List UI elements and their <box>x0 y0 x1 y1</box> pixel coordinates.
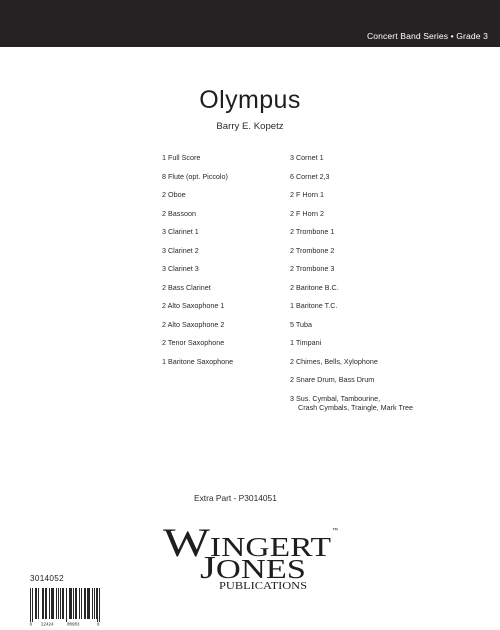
part-item: 1 Timpani <box>290 338 322 347</box>
barcode-bar <box>36 588 37 619</box>
barcode-digit-last: 8 <box>97 623 100 627</box>
barcode-bar <box>89 588 90 619</box>
barcode-digit-first: 8 <box>29 623 33 627</box>
extra-part-label: Extra Part - P3014051 <box>194 493 277 503</box>
barcode-bar <box>96 588 97 619</box>
barcode-bar <box>70 588 71 619</box>
part-item: 2 Baritone B.C. <box>290 282 339 292</box>
part-item-multiline <box>290 394 413 413</box>
barcode-bar <box>30 588 31 622</box>
barcode-bar <box>76 588 77 619</box>
part-item: 2 Bass Clarinet <box>162 282 211 292</box>
barcode-bar <box>49 588 50 619</box>
catalog-number: 3014052 <box>30 574 64 583</box>
barcode-bar <box>38 588 39 619</box>
logo-publications: PUBLICATIONS <box>219 581 307 592</box>
barcode-bar <box>56 588 57 619</box>
barcode-bar <box>35 588 36 619</box>
logo-word-wingert-rest: INGERT <box>209 532 308 562</box>
barcode-bar <box>79 588 80 619</box>
barcode-bar <box>84 588 85 619</box>
part-item: 2 Alto Saxophone 2 <box>162 319 225 329</box>
barcode-bar <box>43 588 44 619</box>
barcode-digits-right: 00903 <box>67 623 80 627</box>
part-item: 8 Flute (opt. Piccolo) <box>162 171 228 181</box>
part-item-line-continued: Crash Cymbals, Traingle, Mark Tree <box>298 402 414 412</box>
barcode-bar <box>92 588 93 619</box>
part-item: 5 Tuba <box>290 319 312 329</box>
barcode-bar <box>58 588 59 619</box>
barcode-digits-left: 22424 <box>41 623 54 627</box>
barcode-bar <box>75 588 76 619</box>
barcode-bar <box>87 588 88 619</box>
barcode-bar <box>94 588 95 619</box>
part-item: 3 Clarinet 3 <box>162 264 199 273</box>
part-item: 3 Clarinet 2 <box>162 245 199 255</box>
part-item: 2 F Horn 1 <box>290 190 324 199</box>
part-item: 1 Full Score <box>162 153 201 162</box>
trademark-mark: ™ <box>332 528 338 534</box>
part-item: 3 Cornet 1 <box>290 153 324 162</box>
piece-title: Olympus <box>199 86 301 114</box>
part-item: 2 Trombone 1 <box>290 227 335 236</box>
barcode-bar <box>88 588 89 619</box>
part-item: 1 Baritone Saxophone <box>162 356 234 366</box>
part-item: 1 Baritone T.C. <box>290 301 338 310</box>
barcode-bar <box>97 588 98 622</box>
barcode-bar <box>53 588 54 619</box>
barcode <box>29 587 101 627</box>
part-item-line: 3 Sus. Cymbal, Tambourine, <box>290 393 381 403</box>
barcode-bar <box>62 588 63 619</box>
barcode-bar <box>52 588 53 619</box>
barcode-bar <box>81 588 82 619</box>
series-label: Concert Band Series • Grade 3 <box>366 31 488 41</box>
barcode-bar <box>71 588 72 619</box>
part-item: 6 Cornet 2,3 <box>290 171 330 181</box>
part-item: 2 Trombone 2 <box>290 245 335 255</box>
barcode-bar <box>42 588 43 619</box>
parts-list-right <box>290 153 413 412</box>
composer-name: Barry E. Kopetz <box>216 121 284 132</box>
part-item: 2 Oboe <box>162 190 186 199</box>
parts-list-left <box>162 153 233 375</box>
logo-word-jones-rest: ONES <box>215 554 287 584</box>
barcode-bar <box>99 588 100 622</box>
barcode-bar <box>66 588 67 622</box>
barcode-bar <box>63 588 64 619</box>
barcode-bar <box>73 588 74 619</box>
wingert-jones-logo <box>162 518 340 592</box>
barcode-bar <box>32 588 33 622</box>
part-item: 2 Alto Saxophone 1 <box>162 301 225 310</box>
logo-initial-w: W <box>163 520 201 565</box>
svg-text:JONES <box>200 549 306 585</box>
part-item: 2 Chimes, Bells, Xylophone <box>290 356 378 366</box>
part-item: 2 Trombone 3 <box>290 264 335 273</box>
part-item: 2 Snare Drum, Bass Drum <box>290 375 375 384</box>
part-item: 3 Clarinet 1 <box>162 227 199 236</box>
logo-initial-j: J <box>200 549 213 585</box>
barcode-bar <box>69 588 70 619</box>
part-item: 2 Bassoon <box>162 208 196 218</box>
barcode-bar <box>51 588 52 619</box>
barcode-bar <box>85 588 86 619</box>
part-item: 2 F Horn 2 <box>290 208 324 218</box>
barcode-bar <box>46 588 47 619</box>
barcode-bar <box>60 588 61 619</box>
part-item: 2 Tenor Saxophone <box>162 338 225 347</box>
header-bar <box>0 0 500 47</box>
barcode-bar <box>45 588 46 619</box>
